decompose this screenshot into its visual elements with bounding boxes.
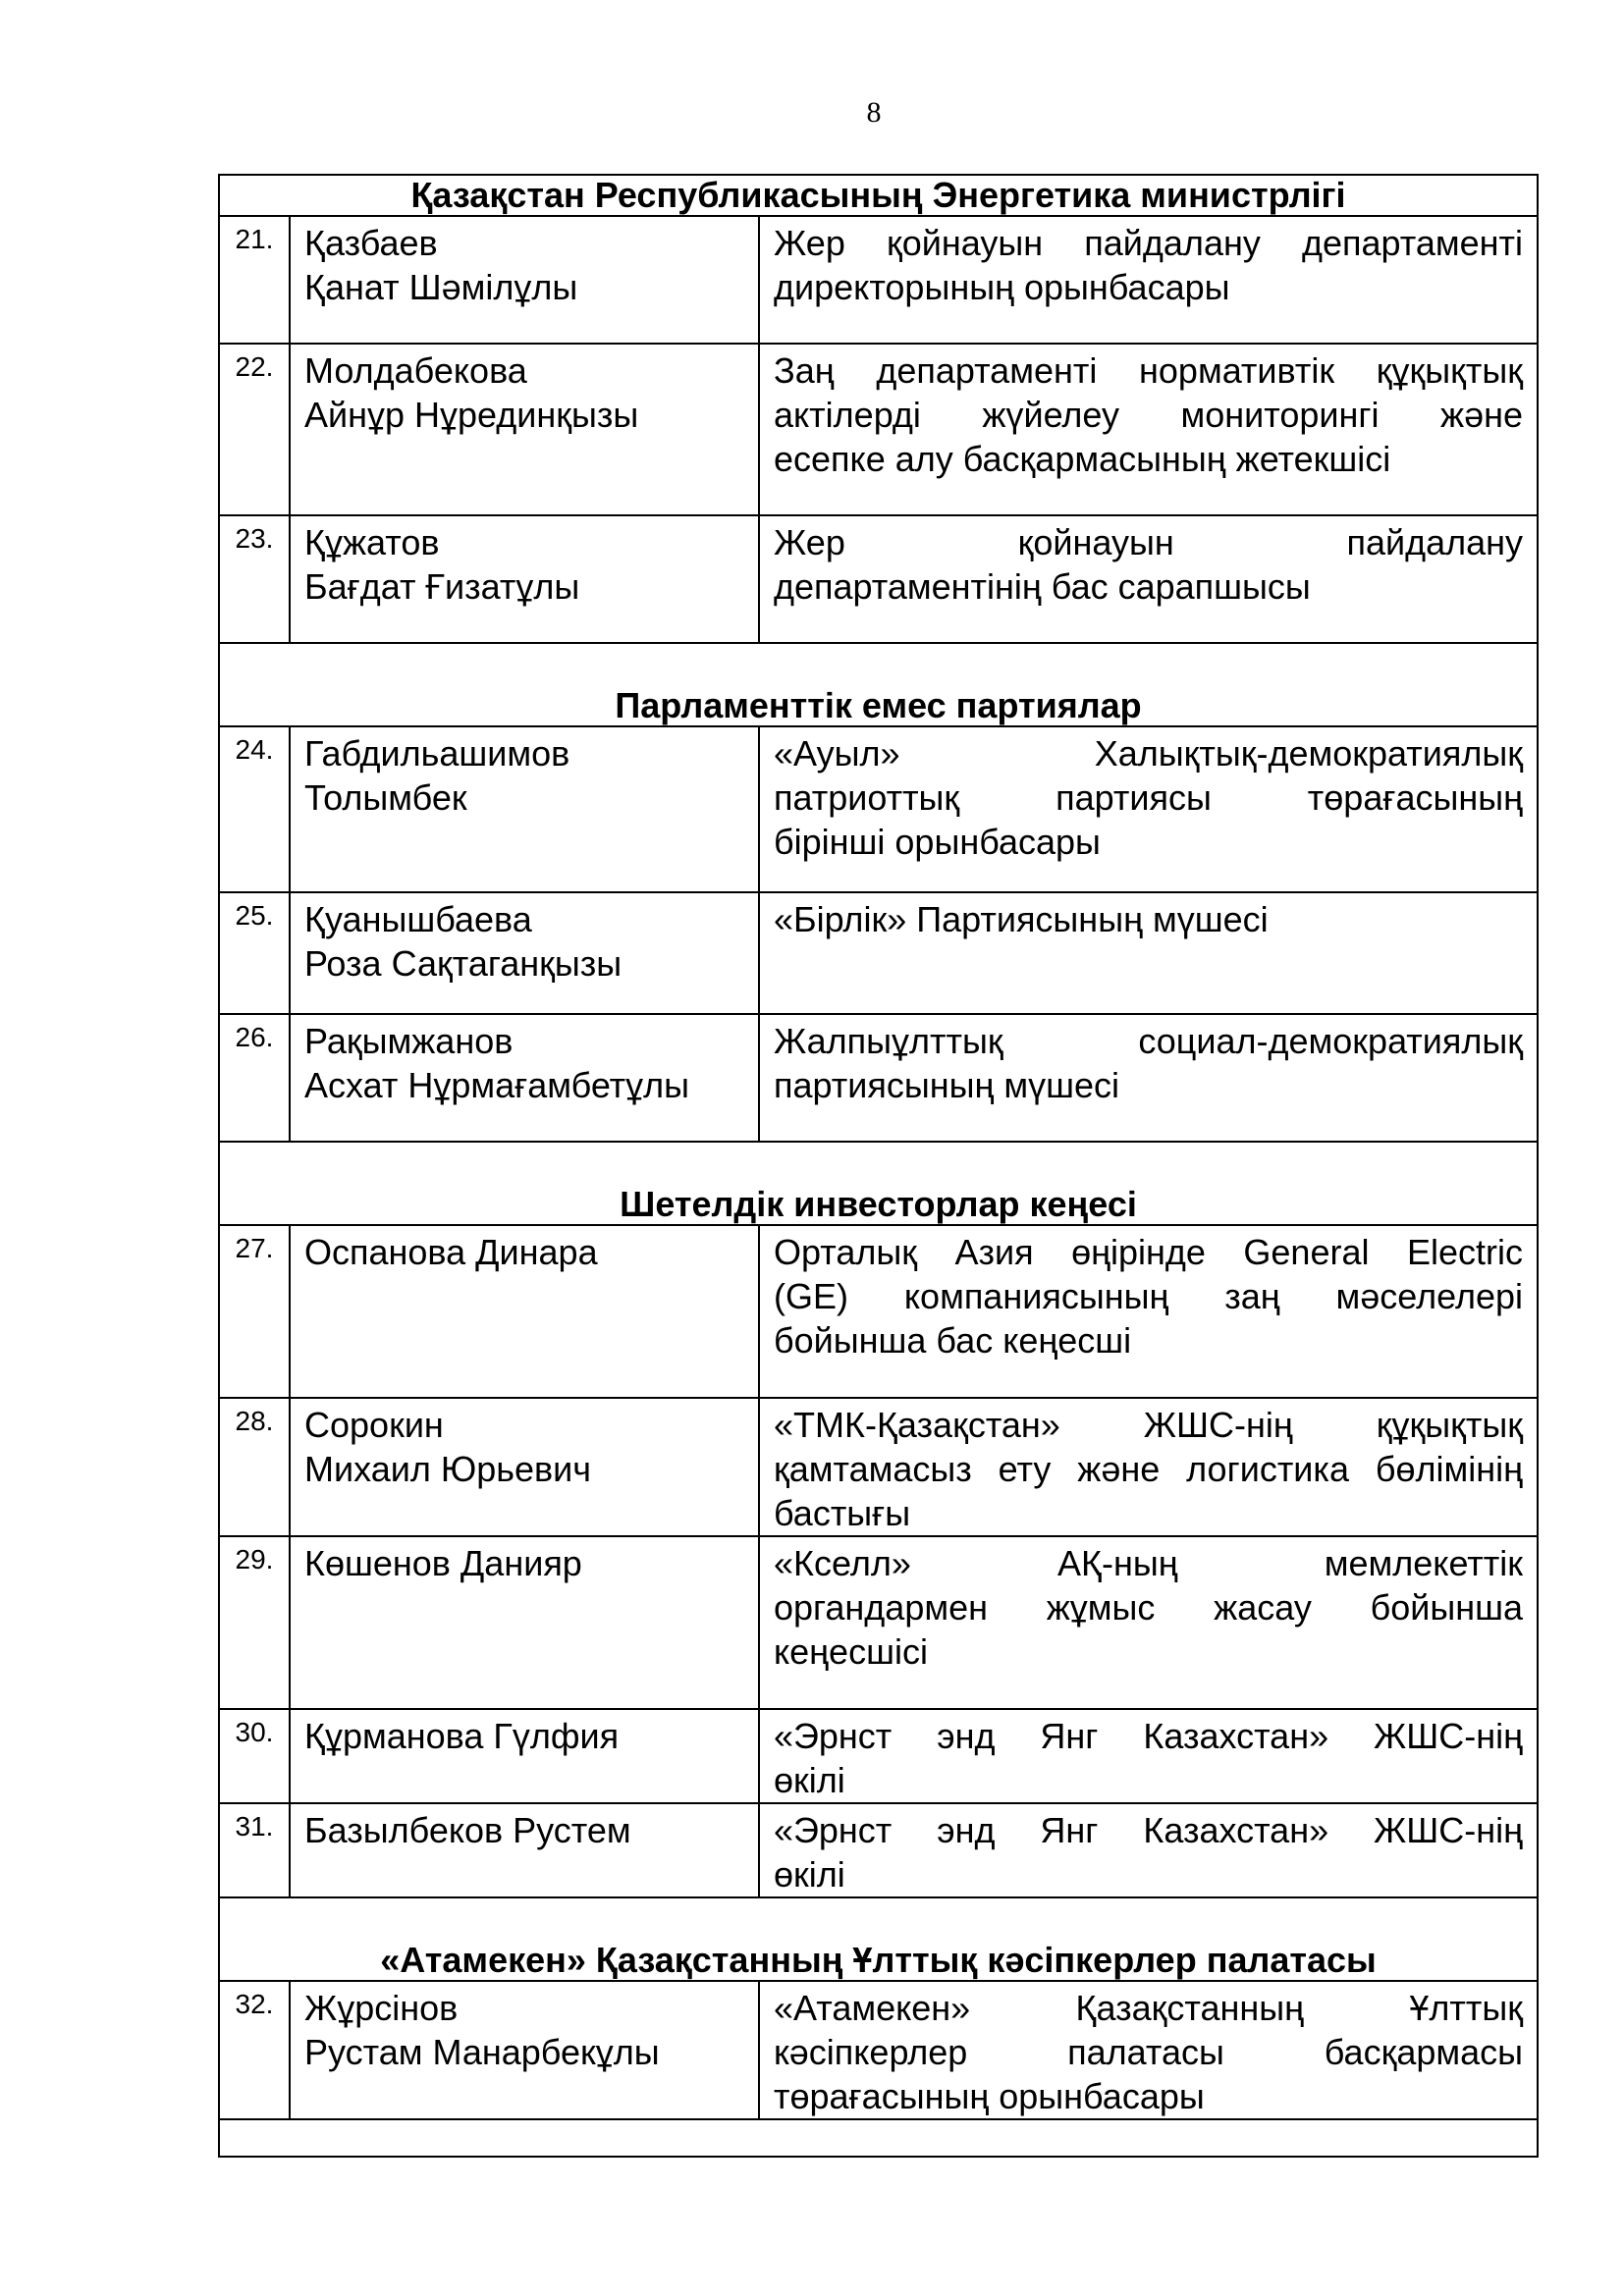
position-line: «ТМК-Қазақстан» ЖШС-нің құқықтық (774, 1405, 1524, 1445)
row-number: 27. (219, 1225, 290, 1398)
position-line: «Эрнст энд Янг Казахстан» ЖШС-нің (774, 1810, 1524, 1850)
person-position (759, 1536, 1538, 1709)
table-row (219, 1709, 1538, 1803)
name-line: Құжатов (304, 522, 440, 562)
section-header-row (219, 643, 1538, 726)
person-name (290, 1709, 759, 1803)
position-line: «Эрнст энд Янг Казахстан» ЖШС-нің (774, 1716, 1524, 1756)
person-position (759, 1225, 1538, 1398)
position-line: Орталық Азия өңірінде General Electric (774, 1232, 1524, 1272)
row-number: 31. (219, 1803, 290, 1897)
row-number: 23. (219, 515, 290, 643)
position-line: директорының орынбасары (774, 267, 1230, 307)
name-line: Жұрсінов (304, 1988, 459, 2028)
position-line: өкілі (774, 1760, 845, 1800)
person-position (759, 216, 1538, 344)
table-row (219, 1981, 1538, 2119)
position-line: «Бірлік» Партиясының мүшесі (774, 899, 1269, 939)
position-line: патриоттық партиясы төрағасының (774, 777, 1524, 818)
position-line: кеңесшісі (774, 1631, 928, 1672)
position-line: қамтамасыз ету және логистика бөлімінің (774, 1449, 1524, 1489)
position-line: есепке алу басқармасының жетекшісі (774, 439, 1391, 479)
position-line: актілерді жүйелеу мониторингі және (774, 395, 1524, 435)
name-line: Сорокин (304, 1405, 444, 1445)
name-line: Қазбаев (304, 223, 438, 263)
table-row (219, 515, 1538, 643)
participants-table (218, 174, 1539, 2158)
section-header-row (219, 175, 1538, 216)
row-number: 26. (219, 1014, 290, 1142)
row-number: 29. (219, 1536, 290, 1709)
position-line: Жер қойнауын пайдалану (774, 522, 1524, 562)
person-position (759, 726, 1538, 892)
page-number: 8 (866, 96, 882, 129)
position-line: «Кселл» АҚ-ның мемлекеттік (774, 1543, 1524, 1583)
position-line: кәсіпкерлер палатасы басқармасы (774, 2032, 1524, 2072)
position-line: (GE) компаниясының заң мәселелері (774, 1276, 1524, 1316)
name-line: Базылбеков Рустем (304, 1810, 631, 1850)
position-line: «Ауыл» Халықтық-демократиялық (774, 733, 1524, 774)
section-header-row (219, 1142, 1538, 1225)
name-line: Роза Сақтаганқызы (304, 943, 623, 984)
person-name (290, 1536, 759, 1709)
table-row (219, 216, 1538, 344)
name-line: Көшенов Данияр (304, 1543, 582, 1583)
position-line: Жер қойнауын пайдалану департаменті (774, 223, 1524, 263)
person-name (290, 1803, 759, 1897)
name-line: Оспанова Динара (304, 1232, 598, 1272)
person-position (759, 1709, 1538, 1803)
position-line: органдармен жұмыс жасау бойынша (774, 1587, 1524, 1628)
row-number: 22. (219, 344, 290, 515)
name-line: Бағдат Ғизатұлы (304, 566, 580, 607)
position-line: «Атамекен» Қазақстанның Ұлттық (774, 1988, 1524, 2028)
position-line: департаментінің бас сарапшысы (774, 566, 1311, 607)
person-name (290, 1398, 759, 1536)
section-title: «Атамекен» Қазақстанның Ұлттық кәсіпкерлер палатасы (219, 1897, 1538, 1981)
position-line: бірінші орынбасары (774, 822, 1101, 862)
name-line: Михаил Юрьевич (304, 1449, 591, 1489)
person-position (759, 1014, 1538, 1142)
name-line: Айнұр Нұрединқызы (304, 395, 639, 435)
person-name (290, 892, 759, 1014)
section-title: Шетелдік инвесторлар кеңесі (219, 1142, 1538, 1225)
person-position (759, 1398, 1538, 1536)
name-line: Құрманова Гүлфия (304, 1716, 620, 1756)
position-line: Заң департаменті нормативтік құқықтық (774, 350, 1524, 391)
person-name (290, 1014, 759, 1142)
section-header-row (219, 1897, 1538, 1981)
person-name (290, 344, 759, 515)
table-row (219, 1014, 1538, 1142)
position-line: бастығы (774, 1493, 911, 1533)
name-line: Габдильашимов (304, 733, 570, 774)
empty-cell (219, 2119, 1538, 2157)
name-line: Рақымжанов (304, 1021, 514, 1061)
person-position (759, 892, 1538, 1014)
table-row (219, 726, 1538, 892)
position-line: бойынша бас кеңесші (774, 1320, 1132, 1361)
row-number: 28. (219, 1398, 290, 1536)
name-line: Рустам Манарбекұлы (304, 2032, 660, 2072)
person-position (759, 1981, 1538, 2119)
table-row (219, 1398, 1538, 1536)
section-title: Қазақстан Республикасының Энергетика министрлігі (219, 175, 1538, 216)
person-name (290, 1981, 759, 2119)
name-line: Толымбек (304, 777, 467, 818)
person-name (290, 515, 759, 643)
position-line: төрағасының орынбасары (774, 2076, 1205, 2116)
table-row (219, 1803, 1538, 1897)
table-row (219, 1225, 1538, 1398)
person-position (759, 344, 1538, 515)
row-number: 30. (219, 1709, 290, 1803)
name-line: Қуанышбаева (304, 899, 532, 939)
person-name (290, 216, 759, 344)
name-line: Асхат Нұрмағамбетұлы (304, 1065, 690, 1105)
person-name (290, 1225, 759, 1398)
row-number: 32. (219, 1981, 290, 2119)
row-number: 21. (219, 216, 290, 344)
person-position (759, 515, 1538, 643)
name-line: Қанат Шәмілұлы (304, 267, 578, 307)
row-number: 24. (219, 726, 290, 892)
table-row (219, 344, 1538, 515)
row-number: 25. (219, 892, 290, 1014)
position-line: Жалпыұлттық социал-демократиялық (774, 1021, 1524, 1061)
empty-row (219, 2119, 1538, 2157)
person-position (759, 1803, 1538, 1897)
section-title: Парламенттік емес партиялар (219, 643, 1538, 726)
position-line: өкілі (774, 1854, 845, 1895)
name-line: Молдабекова (304, 350, 527, 391)
position-line: партиясының мүшесі (774, 1065, 1120, 1105)
person-name (290, 726, 759, 892)
table-row (219, 1536, 1538, 1709)
table-row (219, 892, 1538, 1014)
